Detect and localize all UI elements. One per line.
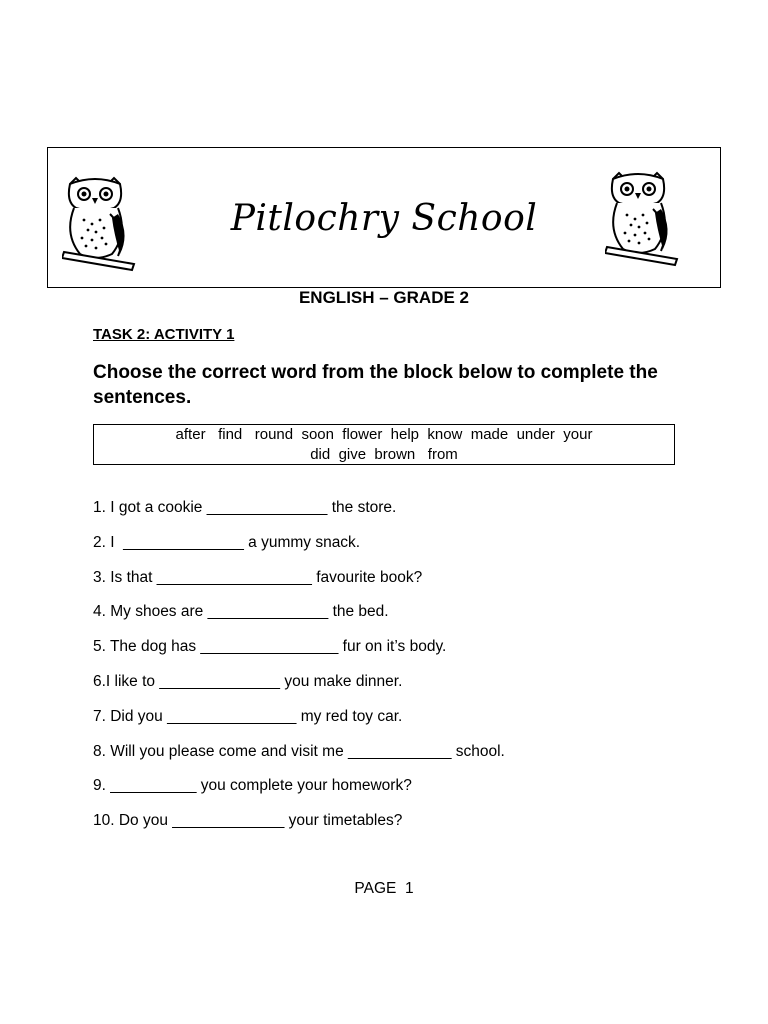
word-bank [93,424,675,465]
sentence-item: 7. Did you _______________ my red toy car. [93,707,403,725]
sentence-item: 5. The dog has ________________ fur on it’s body. [93,638,447,656]
sentence-item: 8. Will you please come and visit me ____________ school. [93,742,505,760]
sentence-item: 10. Do you _____________ your timetables? [93,812,403,830]
sentence-item: 4. My shoes are ______________ the bed. [93,603,389,621]
word-bank-line: did give brown from [310,446,458,463]
grade-title: ENGLISH – GRADE 2 [298,288,470,307]
sentence-list [93,498,713,846]
school-name: Pitlochry School [230,198,538,239]
task-title: TASK 2: ACTIVITY 1 [93,326,235,343]
sentence-item: 9. __________ you complete your homework? [93,777,412,795]
owl-icon [605,169,681,269]
word-bank-line: after find round soon flower help know made under your [175,426,593,443]
sentence-item: 2. I ______________ a yummy snack. [93,533,361,551]
page-number: PAGE 1 [354,880,414,897]
sentence-item: 6.I like to ______________ you make dinner. [93,672,403,690]
sentence-item: 1. I got a cookie ______________ the store. [93,499,397,516]
sentence-item: 3. Is that __________________ favourite book? [93,568,423,586]
instructions: Choose the correct word from the block below to complete the sentences. [93,362,658,408]
header-box [47,147,721,288]
